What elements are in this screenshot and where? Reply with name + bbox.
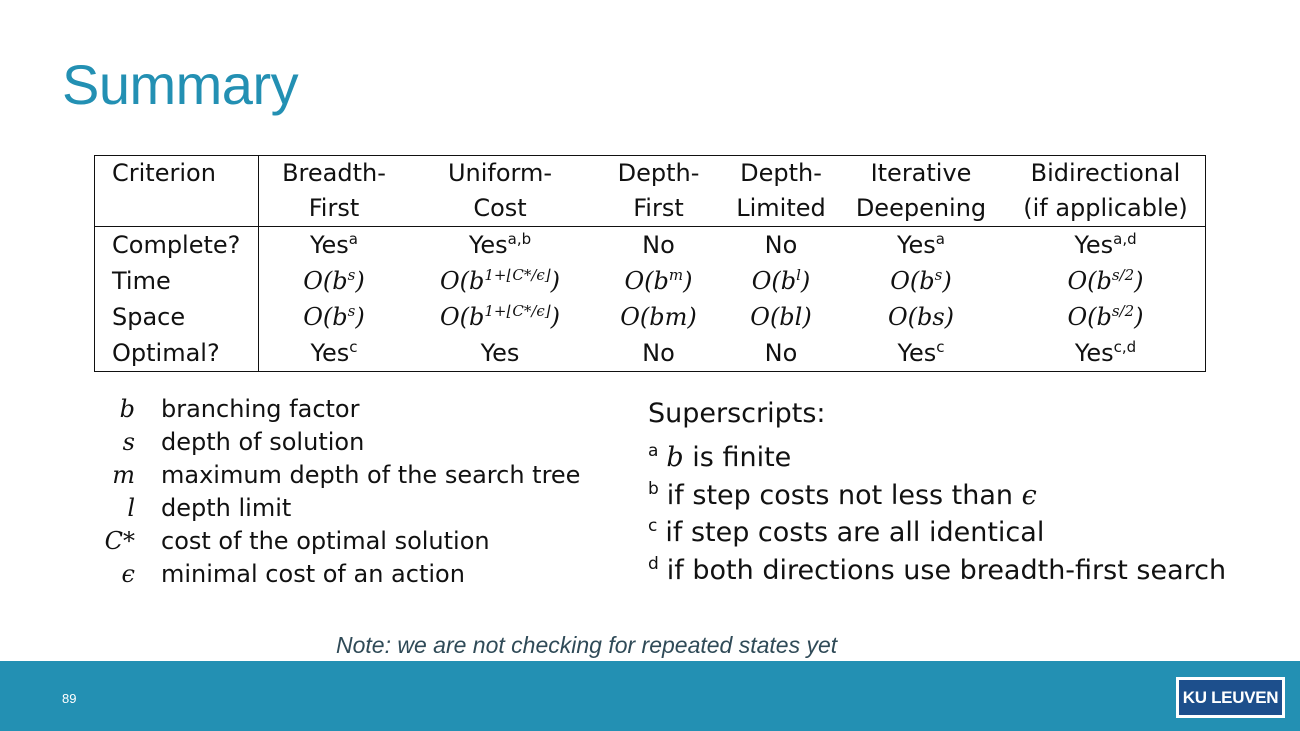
complexity-cell: $O(b^s)$ bbox=[890, 266, 952, 295]
header-breadth-first: Breadth- First bbox=[259, 156, 410, 227]
table-row-optimal bbox=[95, 335, 1206, 372]
superscript-item: $^a$ b is finite bbox=[648, 441, 792, 473]
table-cell: Yes$^{a,b}$ bbox=[468, 230, 532, 259]
superscript-mark: c bbox=[648, 516, 658, 536]
complexity-cell: $O(b^{s/2})$ bbox=[1067, 302, 1144, 331]
table-header bbox=[95, 156, 1206, 227]
legend-description: depth limit bbox=[161, 494, 292, 522]
superscript-mark: b bbox=[648, 478, 659, 499]
page-number: 89 bbox=[62, 691, 77, 706]
header-uniform-cost: Uniform- Cost bbox=[409, 156, 591, 227]
table-cell: No bbox=[642, 339, 675, 367]
row-label: Space bbox=[95, 299, 259, 335]
table-cell: No bbox=[764, 339, 798, 367]
table-cell: Yes$^{a,d}$ bbox=[1074, 230, 1137, 259]
legend-symbol: l bbox=[127, 494, 135, 522]
complexity-cell: $O(b^s)$ bbox=[303, 266, 365, 295]
legend-symbol: C* bbox=[104, 527, 135, 555]
table-row-complete bbox=[95, 227, 1206, 264]
complexity-cell: $O(b^m)$ bbox=[624, 266, 693, 295]
legend-symbol: b bbox=[119, 395, 135, 423]
table-row-space bbox=[95, 299, 1206, 335]
table-body bbox=[95, 227, 1206, 372]
table-cell: Yes$^{c,d}$ bbox=[1074, 338, 1137, 367]
legend-symbol: ϵ bbox=[121, 560, 135, 588]
ku-leuven-logo bbox=[1176, 677, 1285, 718]
superscript-mark: a bbox=[648, 441, 659, 461]
legend-symbol: m bbox=[112, 461, 135, 489]
superscript-item: $^b$ if step costs not less than ϵ bbox=[648, 478, 1037, 511]
complexity-cell: O(bs) bbox=[887, 303, 955, 331]
superscripts-key bbox=[648, 395, 1227, 586]
table-row-time bbox=[95, 263, 1206, 299]
logo-text: KU LEUVEN bbox=[1179, 680, 1282, 715]
legend-description: minimal cost of an action bbox=[161, 560, 465, 588]
table-cell: Yes$^a$ bbox=[310, 230, 358, 259]
table-cell: Yes$^c$ bbox=[310, 338, 358, 367]
complexity-cell: O(bl) bbox=[750, 303, 812, 331]
summary-table bbox=[94, 155, 1206, 372]
superscripts-title: Superscripts: bbox=[648, 398, 826, 429]
complexity-cell: $O(b^s)$ bbox=[303, 302, 365, 331]
header-depth-limited: Depth- Limited bbox=[726, 156, 836, 227]
table-cell: Yes$^a$ bbox=[897, 230, 945, 259]
legend-description: depth of solution bbox=[161, 428, 365, 456]
header-bidirectional: Bidirectional (if applicable) bbox=[1006, 156, 1206, 227]
legend-description: cost of the optimal solution bbox=[161, 527, 490, 555]
legend-symbol: s bbox=[122, 428, 135, 456]
table-cell: No bbox=[642, 231, 675, 259]
complexity-cell: $O(b^l)$ bbox=[751, 266, 811, 295]
legend-description: maximum depth of the search tree bbox=[161, 461, 581, 489]
superscript-item: $^d$ if both directions use breadth-first search bbox=[648, 553, 1227, 586]
footer-band bbox=[0, 661, 1300, 731]
row-label: Complete? bbox=[95, 227, 259, 264]
complexity-cell: $O(b^{s/2})$ bbox=[1067, 266, 1144, 295]
criterion-header: Criterion bbox=[95, 156, 259, 227]
complexity-cell: $O(b^{1+⌊C*/\epsilon⌋})$ bbox=[439, 302, 561, 331]
legend-description: branching factor bbox=[161, 395, 360, 423]
header-iterative-deepening: Iterative Deepening bbox=[836, 156, 1006, 227]
row-label: Time bbox=[95, 263, 259, 299]
header-depth-first: Depth- First bbox=[591, 156, 726, 227]
table-cell: No bbox=[764, 231, 798, 259]
complexity-cell: $O(b^{1+⌊C*/\epsilon⌋})$ bbox=[439, 266, 561, 295]
complexity-cell: O(bm) bbox=[620, 303, 697, 331]
summary-table-container bbox=[94, 155, 1206, 372]
footnote: Note: we are not checking for repeated states yet bbox=[336, 632, 838, 658]
table-cell: Yes bbox=[480, 339, 520, 367]
superscript-mark: d bbox=[648, 553, 659, 574]
superscript-item: $^c$ if step costs are all identical bbox=[648, 516, 1045, 548]
row-label: Optimal? bbox=[95, 335, 259, 372]
slide-title: Summary bbox=[62, 53, 299, 116]
table-cell: Yes$^c$ bbox=[897, 338, 945, 367]
